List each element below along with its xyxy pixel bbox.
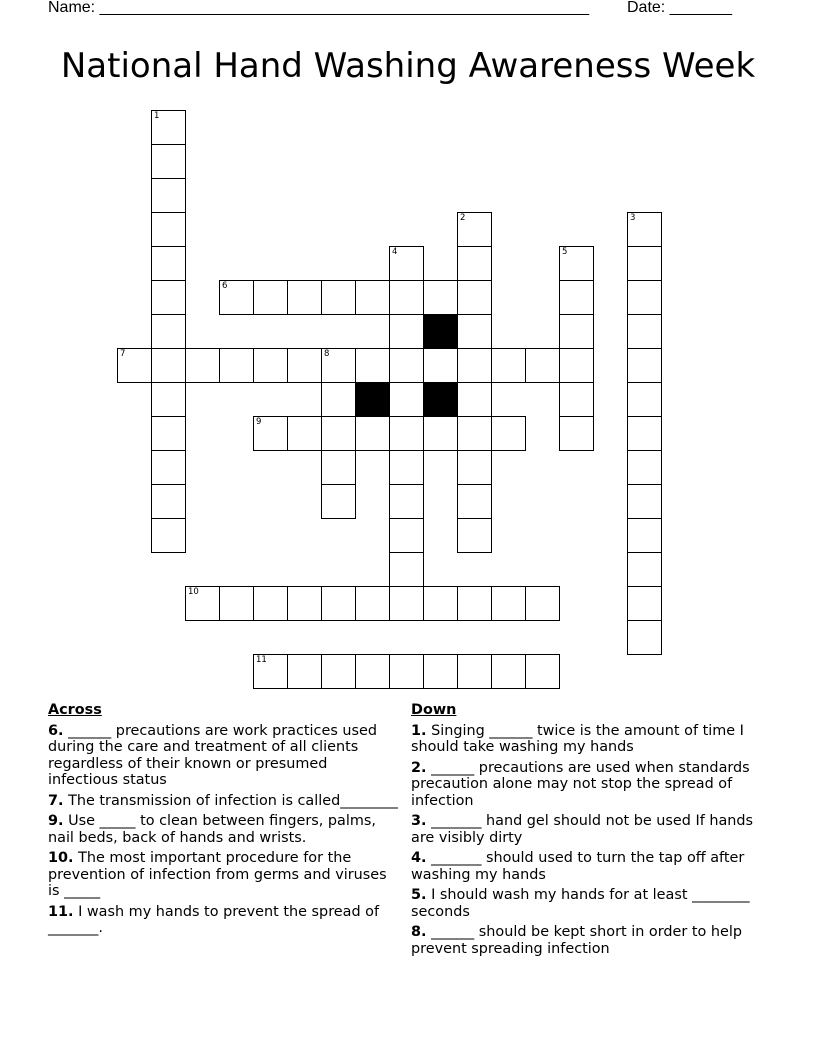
grid-cell[interactable] xyxy=(355,416,390,451)
clue-text: ______ should be kept short in order to help prevent spreading infection xyxy=(411,924,742,957)
grid-cell[interactable] xyxy=(151,518,186,553)
grid-cell[interactable] xyxy=(389,450,424,485)
grid-cell[interactable] xyxy=(457,586,492,621)
grid-cell[interactable] xyxy=(355,280,390,315)
grid-cell[interactable] xyxy=(491,654,526,689)
grid-cell[interactable] xyxy=(355,586,390,621)
grid-cell[interactable] xyxy=(457,518,492,553)
grid-cell[interactable] xyxy=(457,246,492,281)
black-cell xyxy=(423,382,458,417)
clue-down-3 xyxy=(411,813,766,846)
grid-cell[interactable] xyxy=(457,382,492,417)
clue-text: ______ precautions are work practices used during the care and treatment of all clients regardless of their known or presumed infectious status xyxy=(48,722,377,788)
clue-number: 5. xyxy=(411,887,427,903)
clue-across-9 xyxy=(48,813,398,846)
grid-cell[interactable] xyxy=(491,348,526,383)
grid-cell[interactable] xyxy=(321,348,356,383)
grid-cell[interactable] xyxy=(389,586,424,621)
grid-cell[interactable] xyxy=(559,246,594,281)
grid-cell[interactable] xyxy=(151,144,186,179)
grid-cell[interactable] xyxy=(151,450,186,485)
down-heading: Down xyxy=(411,702,457,718)
grid-cell[interactable] xyxy=(491,416,526,451)
down-clues xyxy=(411,702,766,961)
grid-cell[interactable] xyxy=(627,552,662,587)
grid-cell[interactable] xyxy=(525,348,560,383)
grid-cell[interactable] xyxy=(627,416,662,451)
grid-cell[interactable] xyxy=(525,586,560,621)
grid-cell[interactable] xyxy=(151,280,186,315)
grid-cell[interactable] xyxy=(525,654,560,689)
grid-cell[interactable] xyxy=(151,348,186,383)
grid-cell[interactable] xyxy=(559,348,594,383)
grid-cell[interactable] xyxy=(321,586,356,621)
grid-cell[interactable] xyxy=(321,484,356,519)
clue-number: 10. xyxy=(48,850,74,866)
clue-number: 6. xyxy=(48,722,64,739)
clue-number-label: 7 xyxy=(120,349,126,359)
clue-text: Singing ______ twice is the amount of time I should take washing my hands xyxy=(411,722,744,755)
grid-cell[interactable] xyxy=(287,654,322,689)
clue-across-10 xyxy=(48,850,398,900)
grid-cell[interactable] xyxy=(151,416,186,451)
clue-number-label: 6 xyxy=(222,281,228,291)
grid-cell[interactable] xyxy=(151,382,186,417)
clue-down-4 xyxy=(411,850,766,883)
grid-cell[interactable] xyxy=(389,416,424,451)
grid-cell[interactable] xyxy=(287,416,322,451)
grid-cell[interactable] xyxy=(151,484,186,519)
clue-across-6 xyxy=(48,723,398,789)
grid-cell[interactable] xyxy=(253,654,288,689)
grid-cell[interactable] xyxy=(355,348,390,383)
clue-down-2 xyxy=(411,760,766,810)
grid-cell[interactable] xyxy=(389,654,424,689)
grid-cell[interactable] xyxy=(423,416,458,451)
grid-cell[interactable] xyxy=(117,348,152,383)
clue-down-1 xyxy=(411,723,766,756)
grid-cell[interactable] xyxy=(457,280,492,315)
clue-text: The most important procedure for the prevention of infection from germs and viruses is _____ xyxy=(48,850,387,899)
clue-across-11 xyxy=(48,904,398,937)
grid-cell[interactable] xyxy=(253,280,288,315)
clue-number-label: 1 xyxy=(154,111,160,121)
clue-text: I wash my hands to prevent the spread of _______. xyxy=(48,903,380,936)
grid-cell[interactable] xyxy=(321,654,356,689)
clue-number: 7. xyxy=(48,792,64,809)
grid-cell[interactable] xyxy=(151,246,186,281)
grid-cell[interactable] xyxy=(627,484,662,519)
grid-cell[interactable] xyxy=(423,348,458,383)
clue-number-label: 8 xyxy=(324,349,330,359)
grid-cell[interactable] xyxy=(389,280,424,315)
grid-cell[interactable] xyxy=(423,586,458,621)
grid-cell[interactable] xyxy=(287,348,322,383)
grid-cell[interactable] xyxy=(559,416,594,451)
grid-cell[interactable] xyxy=(423,280,458,315)
grid-cell[interactable] xyxy=(389,348,424,383)
grid-cell[interactable] xyxy=(457,484,492,519)
grid-cell[interactable] xyxy=(559,382,594,417)
grid-cell[interactable] xyxy=(321,416,356,451)
black-cell xyxy=(355,382,390,417)
clue-text: _______ hand gel should not be used If hands are visibly dirty xyxy=(411,813,754,846)
grid-cell[interactable] xyxy=(627,280,662,315)
grid-cell[interactable] xyxy=(627,450,662,485)
clue-text: Use _____ to clean between fingers, palms, nail beds, back of hands and wrists. xyxy=(48,813,376,846)
grid-cell[interactable] xyxy=(185,586,220,621)
clue-number: 1. xyxy=(411,722,427,739)
clue-number-label: 5 xyxy=(562,247,568,257)
grid-cell[interactable] xyxy=(253,348,288,383)
grid-cell[interactable] xyxy=(559,314,594,349)
across-clues xyxy=(48,702,398,941)
clue-text: ______ precautions are used when standards precaution alone may not stop the spread of infection xyxy=(411,759,750,809)
grid-cell[interactable] xyxy=(185,348,220,383)
grid-cell[interactable] xyxy=(457,348,492,383)
clue-text: I should wash my hands for at least ________ seconds xyxy=(411,887,750,920)
clue-number: 11. xyxy=(48,903,74,920)
clue-number: 2. xyxy=(411,759,427,776)
clue-number: 4. xyxy=(411,850,427,866)
across-heading: Across xyxy=(48,702,102,718)
clue-number-label: 10 xyxy=(188,587,199,597)
black-cell xyxy=(423,314,458,349)
grid-cell[interactable] xyxy=(321,382,356,417)
grid-cell[interactable] xyxy=(321,450,356,485)
grid-cell[interactable] xyxy=(627,212,662,247)
grid-cell[interactable] xyxy=(151,212,186,247)
grid-cell[interactable] xyxy=(389,484,424,519)
grid-cell[interactable] xyxy=(389,518,424,553)
grid-cell[interactable] xyxy=(389,314,424,349)
clue-text: The transmission of infection is called________ xyxy=(68,792,398,809)
grid-cell[interactable] xyxy=(457,450,492,485)
grid-cell[interactable] xyxy=(627,620,662,655)
grid-cell[interactable] xyxy=(627,246,662,281)
grid-cell[interactable] xyxy=(627,348,662,383)
date-field[interactable]: Date: _______ xyxy=(627,0,732,16)
grid-cell[interactable] xyxy=(559,280,594,315)
clue-number: 3. xyxy=(411,813,427,829)
grid-cell[interactable] xyxy=(389,246,424,281)
grid-cell[interactable] xyxy=(321,280,356,315)
clue-down-5 xyxy=(411,887,766,920)
clue-down-8 xyxy=(411,924,766,957)
grid-cell[interactable] xyxy=(287,280,322,315)
grid-cell[interactable] xyxy=(253,586,288,621)
grid-cell[interactable] xyxy=(151,314,186,349)
clue-number: 9. xyxy=(48,813,64,829)
grid-cell[interactable] xyxy=(219,348,254,383)
grid-cell[interactable] xyxy=(151,110,186,145)
grid-cell[interactable] xyxy=(627,382,662,417)
clue-text: _______ should used to turn the tap off after washing my hands xyxy=(411,850,745,883)
grid-cell[interactable] xyxy=(627,518,662,553)
grid-cell[interactable] xyxy=(423,654,458,689)
grid-cell[interactable] xyxy=(355,654,390,689)
clue-number-label: 2 xyxy=(460,213,466,223)
grid-cell[interactable] xyxy=(151,178,186,213)
grid-cell[interactable] xyxy=(457,314,492,349)
grid-cell[interactable] xyxy=(389,552,424,587)
grid-cell[interactable] xyxy=(389,382,424,417)
grid-cell[interactable] xyxy=(491,586,526,621)
page-title: National Hand Washing Awareness Week xyxy=(60,46,756,86)
grid-cell[interactable] xyxy=(253,416,288,451)
name-field[interactable]: Name: _______________________________________________________ xyxy=(48,0,589,16)
grid-cell[interactable] xyxy=(219,586,254,621)
clue-number: 8. xyxy=(411,924,427,940)
grid-cell[interactable] xyxy=(627,314,662,349)
grid-cell[interactable] xyxy=(287,586,322,621)
grid-cell[interactable] xyxy=(457,212,492,247)
clue-number-label: 11 xyxy=(256,655,267,665)
grid-cell[interactable] xyxy=(457,416,492,451)
clue-number-label: 9 xyxy=(256,417,262,427)
grid-cell[interactable] xyxy=(219,280,254,315)
clue-across-7 xyxy=(48,793,398,810)
clue-number-label: 4 xyxy=(392,247,398,257)
clue-number-label: 3 xyxy=(630,213,636,223)
grid-cell[interactable] xyxy=(627,586,662,621)
grid-cell[interactable] xyxy=(457,654,492,689)
